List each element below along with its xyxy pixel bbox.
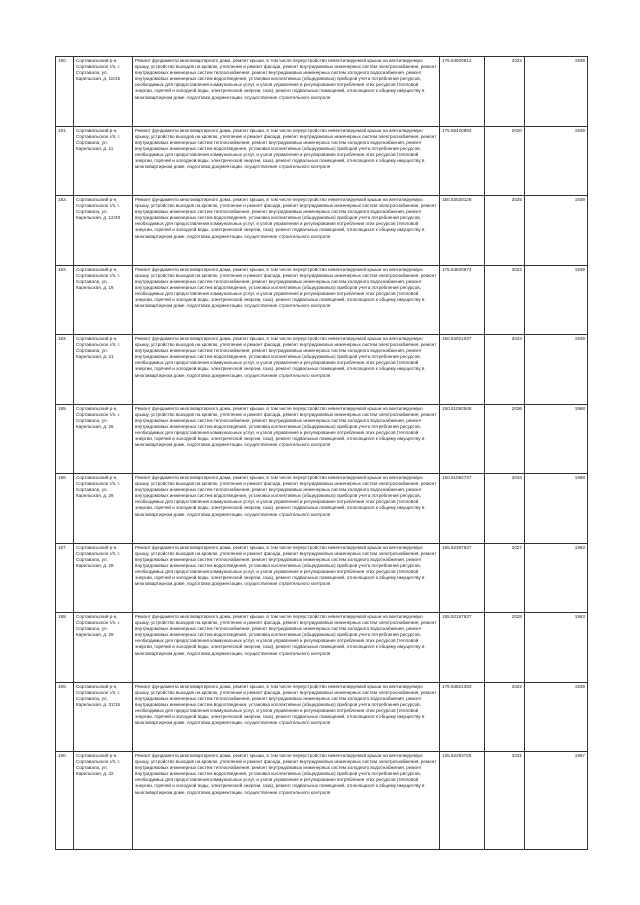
repair-registry-table [55,56,588,850]
row-work-description: Ремонт фундамента многоквартирного дома, ремонт крыши, в том числе переустройство невентилируемой крыши на вентилируемую крышу, устройство выходов на кровлю, утепление и ремонт фасада, ремонт внутридомовых инженерных систем электроснабжения, ремонт внутридомовых инженерных систем теплоснабжения, ремонт внутридомовых инженерных систем холодного водоснабжения, ремонт внутридомовых инженерных систем водоотведения, установка коллективных (общедомовых) приборов учета потребления ресурсов, необходимых для предоставления коммунальных услуг, и узлов управления и регулирования потребления этих ресурсов (тепловой энергии, горячей и холодной воды, электрической энергии, газа), ремонт подвальных помещений, относящихся к общему имуществу в многоквартирном доме, подготовка документации, осуществление строительного контроля [133,752,440,850]
row-planned-year: 2024 [485,335,525,405]
row-planned-year: 2025 [485,196,525,266]
row-number: 189. [56,682,74,752]
table-row [56,404,588,474]
row-work-description: Ремонт фундамента многоквартирного дома, ремонт крыши, в том числе переустройство невентилируемой крыши на вентилируемую крышу, устройство выходов на кровлю, утепление и ремонт фасада, ремонт внутридомовых инженерных систем электроснабжения, ремонт внутридомовых инженерных систем теплоснабжения, ремонт внутридомовых инженерных систем холодного водоснабжения, ремонт внутридомовых инженерных систем водоотведения, установка коллективных (общедомовых) приборов учета потребления ресурсов, необходимых для предоставления коммунальных услуг, и узлов управления и регулирования потребления этих ресурсов (тепловой энергии, горячей и холодной воды, электрической энергии, газа), ремонт подвальных помещений, относящихся к общему имуществу в многоквартирном доме, подготовка документации, осуществление строительного контроля [133,335,440,405]
row-work-description: Ремонт фундамента многоквартирного дома, ремонт крыши, в том числе переустройство невентилируемой крыши на вентилируемую крышу, устройство выходов на кровлю, утепление и ремонт фасада, ремонт внутридомовых инженерных систем электроснабжения, ремонт внутридомовых инженерных систем теплоснабжения, ремонт внутридомовых инженерных систем холодного водоснабжения, ремонт внутридомовых инженерных систем водоотведения, установка коллективных (общедомовых) приборов учета потребления ресурсов, необходимых для предоставления коммунальных услуг, и узлов управления и регулирования потребления этих ресурсов (тепловой энергии, горячей и холодной воды, электрической энергии, газа), ремонт подвальных помещений, относящихся к общему имуществу в многоквартирном доме, подготовка документации, осуществление строительного контроля [133,57,440,127]
row-number: 180. [56,57,74,127]
table-row [56,265,588,335]
table-row [56,474,588,544]
row-work-description: Ремонт фундамента многоквартирного дома, ремонт крыши, в том числе переустройство невентилируемой крыши на вентилируемую крышу, устройство выходов на кровлю, утепление и ремонт фасада, ремонт внутридомовых инженерных систем электроснабжения, ремонт внутридомовых инженерных систем теплоснабжения, ремонт внутридомовых инженерных систем холодного водоснабжения, ремонт внутридомовых инженерных систем водоотведения, установка коллективных (общедомовых) приборов учета потребления ресурсов, необходимых для предоставления коммунальных услуг, и узлов управления и регулирования потребления этих ресурсов (тепловой энергии, горячей и холодной воды, электрической энергии, газа), ремонт подвальных помещений, относящихся к общему имуществу в многоквартирном доме, подготовка документации, осуществление строительного контроля [133,265,440,335]
row-planned-year: 2022 [485,265,525,335]
table-row [56,752,588,850]
row-number: 181. [56,126,74,196]
row-built-year: 1939 [525,682,588,752]
row-built-year: 1967 [525,752,588,850]
row-built-year: 1939 [525,196,588,266]
row-cadastral-value: 175.54820674 [440,265,485,335]
row-number: 190. [56,752,74,850]
row-planned-year: 2022 [485,682,525,752]
row-address: Сортавальский р-н, Сортавальское г/п, г. Сортавала, ул. Карельская, д. 21 [74,335,133,405]
row-address: Сортавальский р-н, Сортавальское г/п, г. Сортавала, ул. Карельская, д. 16 [74,265,133,335]
row-address: Сортавальский р-н, Сортавальское г/п, г. Сортавала, ул. Карельская, д. 31/15 [74,682,133,752]
row-cadastral-value: 175.55420892 [440,126,485,196]
row-cadastral-value: 155.52197637 [440,613,485,683]
table-row [56,57,588,127]
row-number: 185. [56,404,74,474]
row-cadastral-value: 150.53020128 [440,196,485,266]
row-built-year: 1939 [525,265,588,335]
row-address: Сортавальский р-н, Сортавальское г/п, г. Сортавала, ул. Карельская, д. 29 [74,613,133,683]
table-row [56,126,588,196]
row-built-year: 1939 [525,335,588,405]
row-cadastral-value: 150.51092737 [440,474,485,544]
row-number: 188. [56,613,74,683]
row-planned-year: 2020 [485,126,525,196]
table-row [56,682,588,752]
row-planned-year: 2036 [485,404,525,474]
row-work-description: Ремонт фундамента многоквартирного дома, ремонт крыши, в том числе переустройство невентилируемой крыши на вентилируемую крышу, устройство выходов на кровлю, утепление и ремонт фасада, ремонт внутридомовых инженерных систем электроснабжения, ремонт внутридомовых инженерных систем теплоснабжения, ремонт внутридомовых инженерных систем холодного водоснабжения, ремонт внутридомовых инженерных систем водоотведения, установка коллективных (общедомовых) приборов учета потребления ресурсов, необходимых для предоставления коммунальных услуг, и узлов управления и регулирования потребления этих ресурсов (тепловой энергии, горячей и холодной воды, электрической энергии, газа), ремонт подвальных помещений, относящихся к общему имуществу в многоквартирном доме, подготовка документации, осуществление строительного контроля [133,404,440,474]
row-work-description: Ремонт фундамента многоквартирного дома, ремонт крыши, в том числе переустройство невентилируемой крыши на вентилируемую крышу, устройство выходов на кровлю, утепление и ремонт фасада, ремонт внутридомовых инженерных систем электроснабжения, ремонт внутридомовых инженерных систем теплоснабжения, ремонт внутридомовых инженерных систем холодного водоснабжения, ремонт внутридомовых инженерных систем водоотведения, установка коллективных (общедомовых) приборов учета потребления ресурсов, необходимых для предоставления коммунальных услуг, и узлов управления и регулирования потребления этих ресурсов (тепловой энергии, горячей и холодной воды, электрической энергии, газа), ремонт подвальных помещений, относящихся к общему имуществу в многоквартирном доме, подготовка документации, осуществление строительного контроля [133,543,440,613]
row-address: Сортавальский р-н, Сортавальское г/п, г. Сортавала, ул. Карельская, д. 11 [74,126,133,196]
row-cadastral-value: 150.54021037 [440,335,485,405]
row-planned-year: 2027 [485,543,525,613]
row-address: Сортавальский р-н, Сортавальское г/п, г. Сортавала, ул. Карельская, д. 32 [74,752,133,850]
table-row [56,196,588,266]
row-address: Сортавальский р-н, Сортавальское г/п, г. Сортавала, ул. Карельская, д. 25 [74,404,133,474]
row-address: Сортавальский р-н, Сортавальское г/п, г. Сортавала, ул. Карельская, д. 26 [74,474,133,544]
row-planned-year: 2028 [485,613,525,683]
row-built-year: 1968 [525,474,588,544]
row-cadastral-value: 175.54821393 [440,682,485,752]
row-number: 183. [56,265,74,335]
table-row [56,543,588,613]
row-work-description: Ремонт фундамента многоквартирного дома, ремонт крыши, в том числе переустройство невентилируемой крыши на вентилируемую крышу, устройство выходов на кровлю, утепление и ремонт фасада, ремонт внутридомовых инженерных систем электроснабжения, ремонт внутридомовых инженерных систем теплоснабжения, ремонт внутридомовых инженерных систем холодного водоснабжения, ремонт внутридомовых инженерных систем водоотведения, установка коллективных (общедомовых) приборов учета потребления ресурсов, необходимых для предоставления коммунальных услуг, и узлов управления и регулирования потребления этих ресурсов (тепловой энергии, горячей и холодной воды, электрической энергии, газа), ремонт подвальных помещений, относящихся к общему имуществу в многоквартирном доме, подготовка документации, осуществление строительного контроля [133,474,440,544]
row-cadastral-value: 175.54920814 [440,57,485,127]
row-work-description: Ремонт фундамента многоквартирного дома, ремонт крыши, в том числе переустройство невентилируемой крыши на вентилируемую крышу, устройство выходов на кровлю, утепление и ремонт фасада, ремонт внутридомовых инженерных систем электроснабжения, ремонт внутридомовых инженерных систем теплоснабжения, ремонт внутридомовых инженерных систем холодного водоснабжения, ремонт внутридомовых инженерных систем водоотведения, установка коллективных (общедомовых) приборов учета потребления ресурсов, необходимых для предоставления коммунальных услуг, и узлов управления и регулирования потребления этих ресурсов (тепловой энергии, горячей и холодной воды, электрической энергии, газа), ремонт подвальных помещений, относящихся к общему имуществу в многоквартирном доме, подготовка документации, осуществление строительного контроля [133,613,440,683]
row-number: 182. [56,196,74,266]
row-cadastral-value: 135.52293726 [440,752,485,850]
row-planned-year: 2034 [485,474,525,544]
table-row [56,335,588,405]
row-cadastral-value: 150.51092548 [440,404,485,474]
row-address: Сортавальский р-н, Сортавальское г/п, г. Сортавала, ул. Карельская, д. 12/29 [74,196,133,266]
row-address: Сортавальский р-н, Сортавальское г/п, г. Сортавала, ул. Карельская, д. 10/15 [74,57,133,127]
row-planned-year: 2031 [485,752,525,850]
row-number: 184. [56,335,74,405]
row-work-description: Ремонт фундамента многоквартирного дома, ремонт крыши, в том числе переустройство невентилируемой крыши на вентилируемую крышу, устройство выходов на кровлю, утепление и ремонт фасада, ремонт внутридомовых инженерных систем электроснабжения, ремонт внутридомовых инженерных систем теплоснабжения, ремонт внутридомовых инженерных систем холодного водоснабжения, ремонт внутридомовых инженерных систем водоотведения, установка коллективных (общедомовых) приборов учета потребления ресурсов, необходимых для предоставления коммунальных услуг, и узлов управления и регулирования потребления этих ресурсов (тепловой энергии, горячей и холодной воды, электрической энергии, газа), ремонт подвальных помещений, относящихся к общему имуществу в многоквартирном доме, подготовка документации, осуществление строительного контроля [133,126,440,196]
row-built-year: 1968 [525,404,588,474]
row-number: 186. [56,474,74,544]
row-built-year: 1939 [525,57,588,127]
row-built-year: 1963 [525,613,588,683]
row-number: 187. [56,543,74,613]
row-cadastral-value: 155.52397637 [440,543,485,613]
table-row [56,613,588,683]
row-built-year: 1939 [525,126,588,196]
row-planned-year: 2022 [485,57,525,127]
row-address: Сортавальский р-н, Сортавальское г/п, г. Сортавала, ул. Карельская, д. 28 [74,543,133,613]
row-built-year: 1963 [525,543,588,613]
row-work-description: Ремонт фундамента многоквартирного дома, ремонт крыши, в том числе переустройство невентилируемой крыши на вентилируемую крышу, устройство выходов на кровлю, утепление и ремонт фасада, ремонт внутридомовых инженерных систем электроснабжения, ремонт внутридомовых инженерных систем теплоснабжения, ремонт внутридомовых инженерных систем холодного водоснабжения, ремонт внутридомовых инженерных систем водоотведения, установка коллективных (общедомовых) приборов учета потребления ресурсов, необходимых для предоставления коммунальных услуг, и узлов управления и регулирования потребления этих ресурсов (тепловой энергии, горячей и холодной воды, электрической энергии, газа), ремонт подвальных помещений, относящихся к общему имуществу в многоквартирном доме, подготовка документации, осуществление строительного контроля [133,196,440,266]
row-work-description: Ремонт фундамента многоквартирного дома, ремонт крыши, в том числе переустройство невентилируемой крыши на вентилируемую крышу, устройство выходов на кровлю, утепление и ремонт фасада, ремонт внутридомовых инженерных систем электроснабжения, ремонт внутридомовых инженерных систем теплоснабжения, ремонт внутридомовых инженерных систем холодного водоснабжения, ремонт внутридомовых инженерных систем водоотведения, установка коллективных (общедомовых) приборов учета потребления ресурсов, необходимых для предоставления коммунальных услуг, и узлов управления и регулирования потребления этих ресурсов (тепловой энергии, горячей и холодной воды, электрической энергии, газа), ремонт подвальных помещений, относящихся к общему имуществу в многоквартирном доме, подготовка документации, осуществление строительного контроля [133,682,440,752]
